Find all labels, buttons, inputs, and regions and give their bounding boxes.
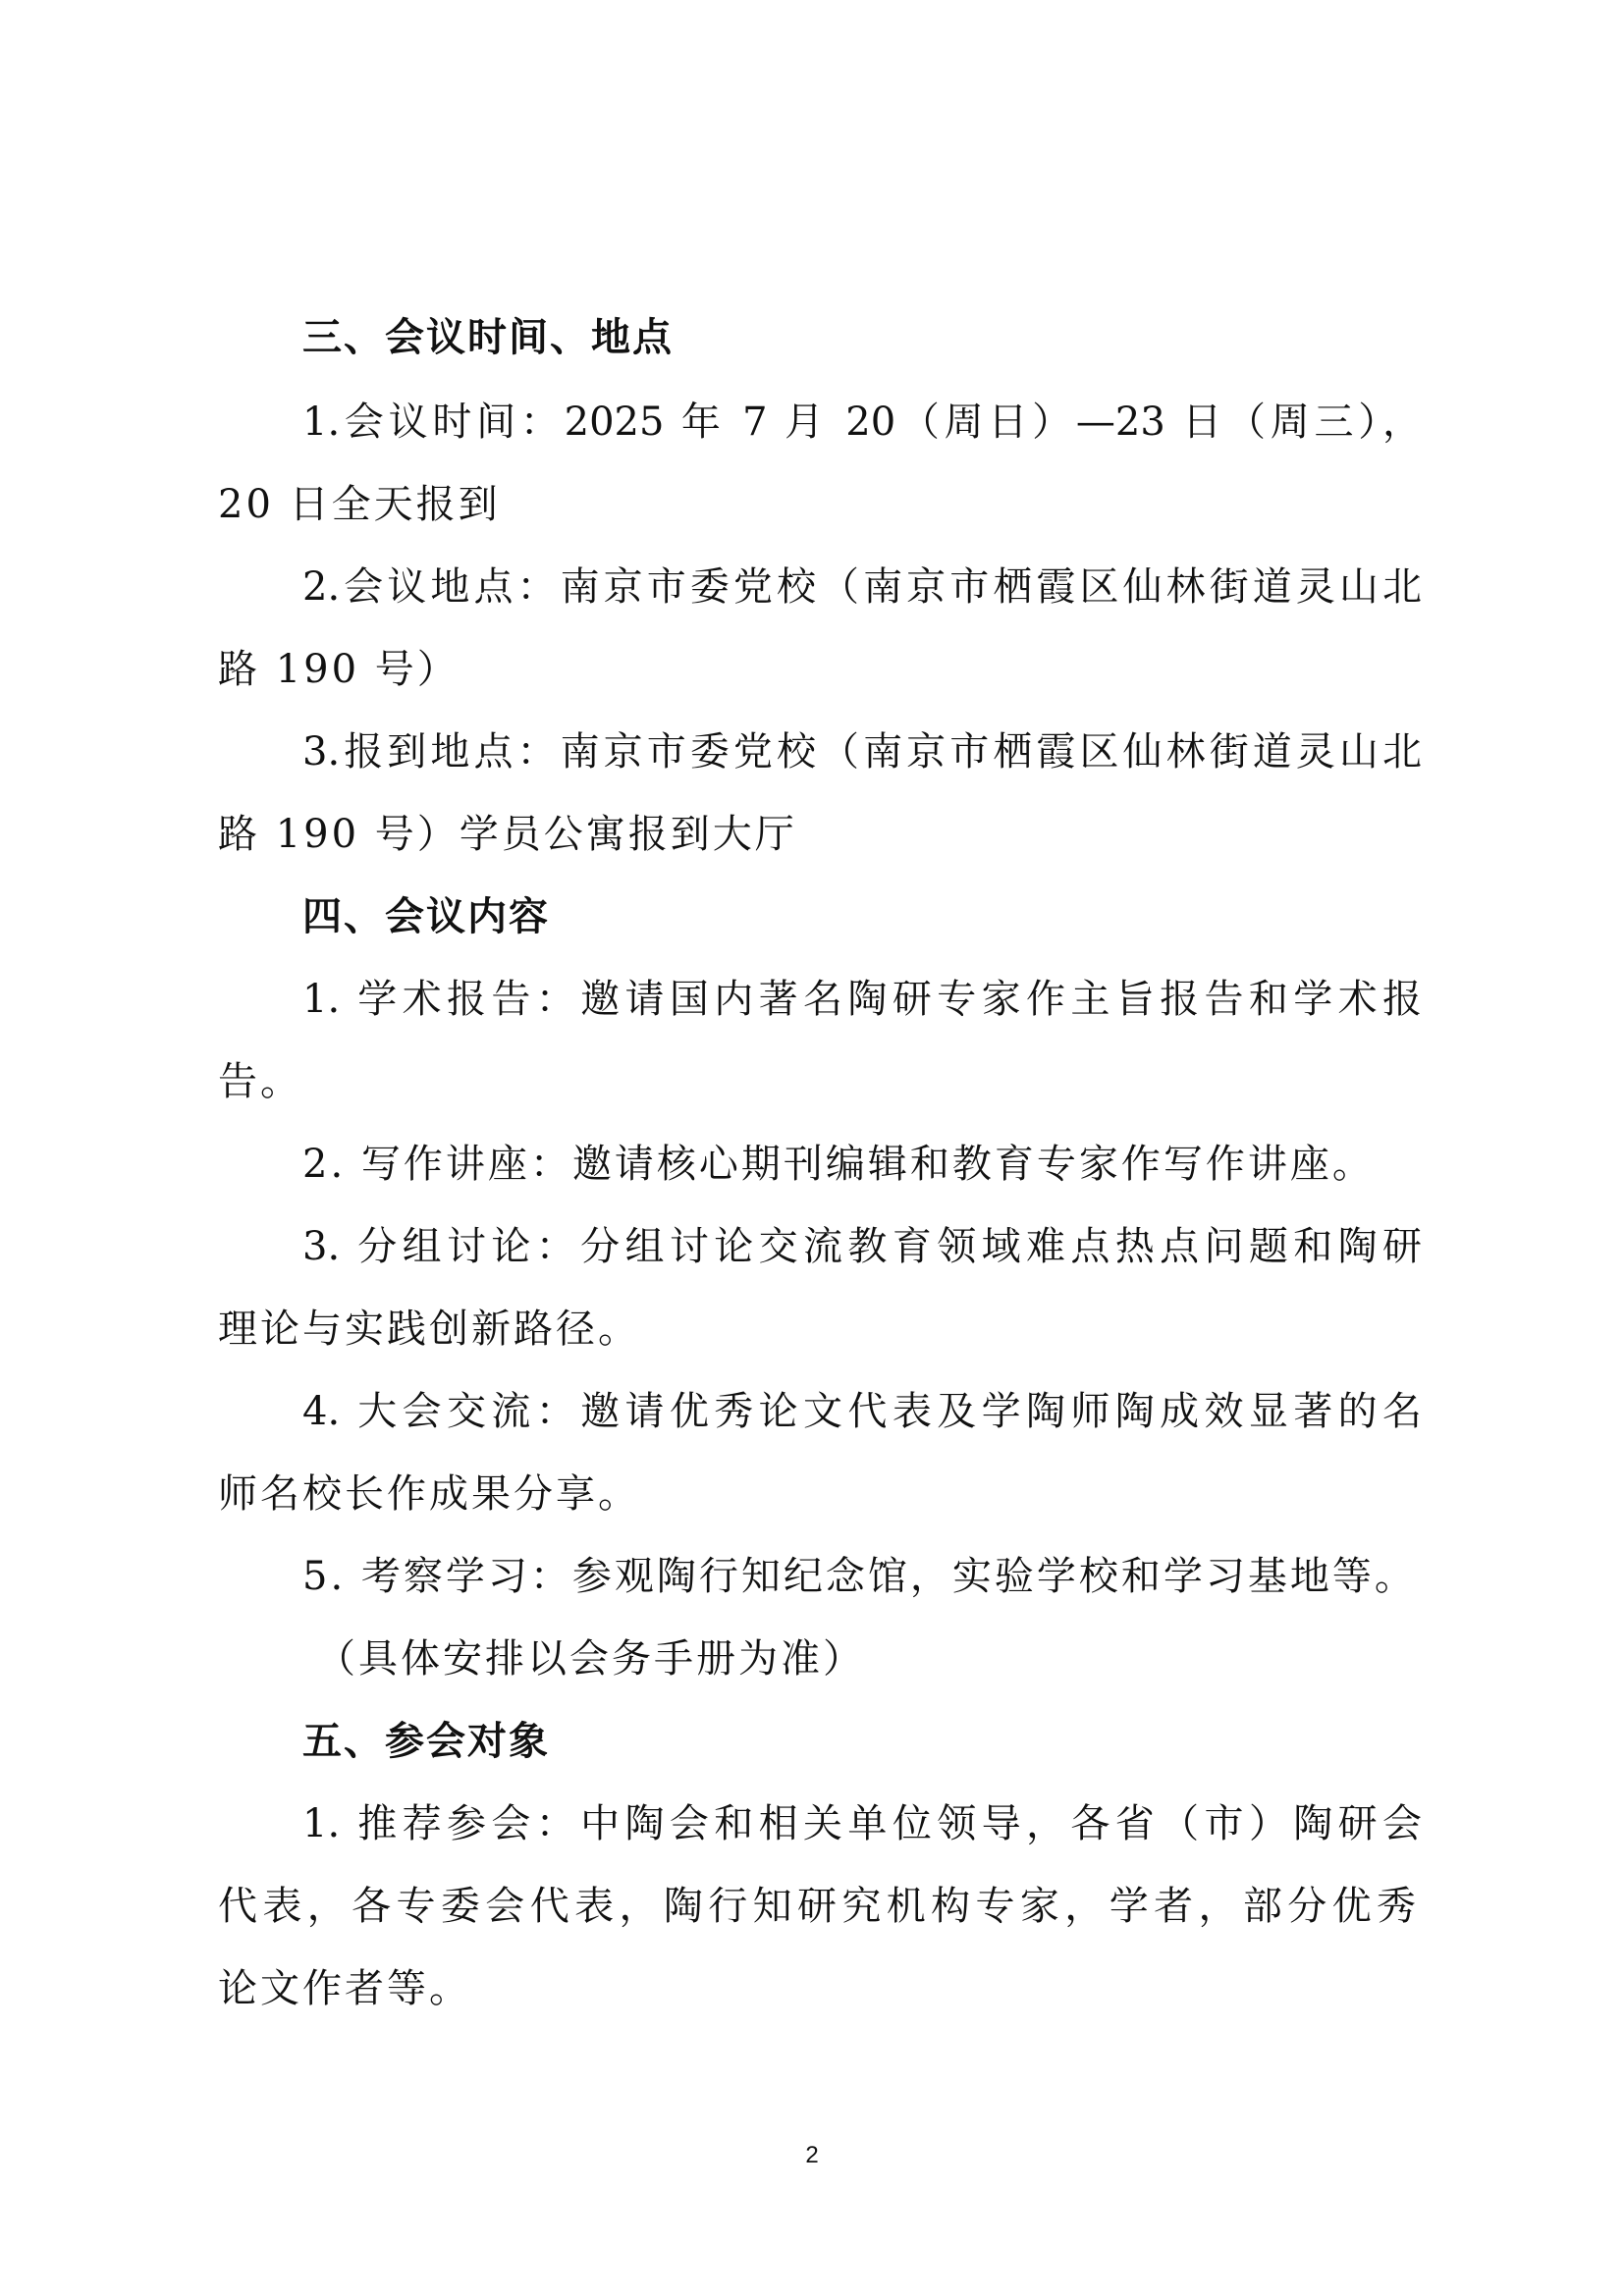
group-discussion-continuation: 理论与实践创新路径。: [218, 1307, 640, 1352]
study-visit-line: 5. 考察学习：参观陶行知纪念馆，实验学校和学习基地等。: [302, 1554, 1417, 1599]
meeting-time-line: 1.会议时间：2025 年 7 月 20（周日）—23 日（周三），: [302, 400, 1422, 445]
group-discussion-line: 3. 分组讨论：分组讨论交流教育领域难点热点问题和陶研: [302, 1224, 1422, 1269]
registration-venue-continuation: 路 190 号）学员公寓报到大厅: [218, 812, 797, 857]
recommended-participants-continuation-1: 代表，各专委会代表，陶行知研究机构专家，学者，部分优秀: [218, 1884, 1416, 1929]
section-heading-content: 四、会议内容: [302, 894, 550, 939]
section-heading-participants: 五、参会对象: [302, 1719, 550, 1764]
academic-report-continuation: 告。: [218, 1059, 302, 1104]
section-heading-time-venue: 三、会议时间、地点: [302, 315, 674, 360]
recommended-participants-line: 1. 推荐参会：中陶会和相关单位领导，各省（市）陶研会: [302, 1801, 1422, 1846]
writing-lecture-line: 2. 写作讲座：邀请核心期刊编辑和教育专家作写作讲座。: [302, 1142, 1375, 1187]
plenary-exchange-continuation: 师名校长作成果分享。: [218, 1471, 640, 1517]
meeting-time-continuation: 20 日全天报到: [218, 482, 501, 527]
academic-report-line: 1. 学术报告：邀请国内著名陶研专家作主旨报告和学术报: [302, 977, 1422, 1022]
recommended-participants-continuation-2: 论文作者等。: [218, 1966, 471, 2011]
schedule-note: （具体安排以会务手册为准）: [316, 1636, 865, 1682]
meeting-venue-line: 2.会议地点：南京市委党校（南京市栖霞区仙林街道灵山北: [302, 564, 1422, 610]
plenary-exchange-line: 4. 大会交流：邀请优秀论文代表及学陶师陶成效显著的名: [302, 1389, 1422, 1434]
page-number: 2: [805, 2142, 819, 2168]
registration-venue-line: 3.报到地点：南京市委党校（南京市栖霞区仙林街道灵山北: [302, 729, 1422, 774]
meeting-venue-continuation: 路 190 号）: [218, 647, 460, 692]
